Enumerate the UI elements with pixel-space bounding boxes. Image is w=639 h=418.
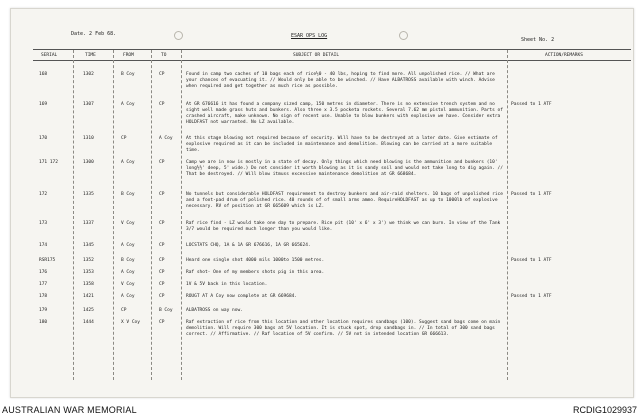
time-cell: 1310	[83, 136, 94, 141]
detail-cell: At GR 676616 it has found a company sized camp, 150 metres in diameter. There is no extensive trench system and no sight well made grass huts and bunkers. Also three x 3.5 pocketa rockets. Several 7.62 mm pistol ammunition. Parts of crashed aircraft, make unknown. No sign of recent use. Unable to blow bunkers with explosive we have. Consider extra HOLDFAST not warranted. No LZ available.	[186, 102, 503, 125]
serial-cell: 171 172	[39, 160, 58, 165]
detail-cell: Heard one single shot 4000 mils 1000to 1500 metres.	[186, 258, 325, 263]
serial-cell: 169	[39, 102, 48, 107]
from-cell: V Coy	[121, 282, 135, 287]
time-cell: 1337	[83, 221, 94, 226]
to-cell: A Coy	[159, 136, 173, 141]
to-cell: CP	[159, 320, 165, 325]
time-cell: 1335	[83, 192, 94, 197]
time-cell: 1425	[83, 308, 94, 313]
from-cell: V Coy	[121, 221, 135, 226]
detail-cell: No tunnels but considerable HOLDFAST requirement to destroy bunkers and air-raid shelters. 10 bags of unpolished rice and a foot-pad drum of polished rice. 40 rounds of of small arms ammo. RequireHOLDFAST as up to 1000lb of explosive necessary. RV of position at GR 665609 which is LZ.	[186, 192, 503, 209]
from-cell: B Coy	[121, 192, 135, 197]
detail-cell: 1V & 5V back in this location.	[186, 282, 268, 287]
log-sheet	[10, 8, 634, 398]
time-cell: 1307	[83, 102, 94, 107]
from-cell: X V Coy	[121, 320, 140, 325]
to-cell: CP	[159, 192, 165, 197]
punch-hole-right	[399, 31, 408, 40]
to-cell: CP	[159, 282, 165, 287]
from-cell: CP	[121, 308, 127, 313]
archive-name: AUSTRALIAN WAR MEMORIAL	[2, 405, 137, 415]
detail-cell: At this stage blowing not required because of security. Will have to be destroyed at a later date. Give estimate of explosive required as it can be included in maintenance and demolition. Blowing can be carried at a more suitable time.	[186, 136, 498, 153]
detail-cell: ROUGT AT A Coy now complete at GR 669684.	[186, 294, 298, 299]
detail-cell: Camp we are in now is mostly in a state of decay. Only things which need blowing is the ammunition and bunkers (10' long½½' deep, 5' wide.) Do not consider it worth blowing as it is sandy soil and would not take long to dig again. // That be destroyed. // Will blow itmuss excessive maintenance demolition at GR 668684.	[186, 160, 503, 177]
to-cell: CP	[159, 160, 165, 165]
time-cell: 1358	[83, 282, 94, 287]
serial-cell: 173	[39, 221, 48, 226]
from-cell: A Coy	[121, 270, 135, 275]
serial-cell: 179	[39, 308, 48, 313]
from-cell: A Coy	[121, 160, 135, 165]
log-date: Date. 2 Feb 68.	[71, 31, 117, 37]
to-cell: CP	[159, 72, 165, 77]
serial-cell: 178	[39, 294, 48, 299]
to-cell: CP	[159, 221, 165, 226]
col-action: ACTION/REMARKS	[545, 53, 583, 58]
action-cell: Passed to 1 ATF	[511, 258, 552, 263]
col-to: TO	[161, 53, 167, 58]
detail-cell: Found in camp two caches of 10 bags each of rice½0 - 40 lbs, hoping to find more. All unpolished rice. // What are your chances of evacuating it. // Would only be able to be winched. // Have ALBATROSS available with winch. Advise when required and get together as much rice as possible.	[186, 72, 495, 89]
time-cell: 1353	[83, 270, 94, 275]
time-cell: 1302	[83, 72, 94, 77]
log-table	[33, 49, 631, 380]
from-cell: B Coy	[121, 72, 135, 77]
from-cell: A Coy	[121, 243, 135, 248]
archive-footer	[0, 403, 639, 418]
time-cell: 1444	[83, 320, 94, 325]
to-cell: CP	[159, 243, 165, 248]
to-cell: CP	[159, 270, 165, 275]
time-cell: 1352	[83, 258, 94, 263]
serial-cell: 180	[39, 320, 48, 325]
action-cell: Passed to 1 ATF	[511, 192, 552, 197]
serial-cell: RSR175	[39, 258, 56, 263]
col-from: FROM	[123, 53, 134, 58]
to-cell: CP	[159, 294, 165, 299]
from-cell: A Coy	[121, 294, 135, 299]
punch-hole-left	[174, 31, 183, 40]
time-cell: 1421	[83, 294, 94, 299]
serial-cell: 176	[39, 270, 48, 275]
serial-cell: 174	[39, 243, 48, 248]
from-cell: A Coy	[121, 102, 135, 107]
log-table-header	[33, 50, 631, 61]
col-subject: SUBJECT OR DETAIL	[293, 53, 340, 58]
detail-cell: Raf extraction of rice from this location and other location requires sandbags (100). Suggest sand bags come on main demolition. Will require 300 bags at 5V location. It is stuck spot, drop sandbags in. // In total of 300 sand bags correct. // Affirmative. // Raf location of 5V confirm. // 5V not in intended location GR 666613.	[186, 320, 501, 337]
col-serial: SERIAL	[41, 53, 58, 58]
serial-cell: 168	[39, 72, 48, 77]
action-cell: Passed to 1 ATF	[511, 294, 552, 299]
detail-cell: Raf rice find - LZ would take one day to prepare. Rice pit (10' x 6' x 3') we think we can burn. In view of the Tank 3/7 would be required much longer than you would like.	[186, 221, 501, 232]
log-sheet-number: Sheet No. 2	[521, 37, 555, 43]
action-cell: Passed to 1 ATF	[511, 102, 552, 107]
from-cell: CP	[121, 136, 127, 141]
col-time: TIME	[85, 53, 96, 58]
serial-cell: 172	[39, 192, 48, 197]
time-cell: 1345	[83, 243, 94, 248]
time-cell: 1300	[83, 160, 94, 165]
serial-cell: 170	[39, 136, 48, 141]
serial-cell: 177	[39, 282, 48, 287]
to-cell: CP	[159, 102, 165, 107]
to-cell: B Coy	[159, 308, 173, 313]
detail-cell: Raf shot- One of my members shots pig in this area.	[186, 270, 325, 275]
archive-reference: RCDIG1029937	[572, 405, 637, 415]
log-file-number: ESAR OPS LOG	[291, 33, 328, 39]
detail-cell: ALBATROSS on way now.	[186, 308, 243, 313]
to-cell: CP	[159, 258, 165, 263]
from-cell: B Coy	[121, 258, 135, 263]
detail-cell: LOCSTATS CHQ, 1A & 1A GR 676616, 1A GR 665624.	[186, 243, 311, 248]
